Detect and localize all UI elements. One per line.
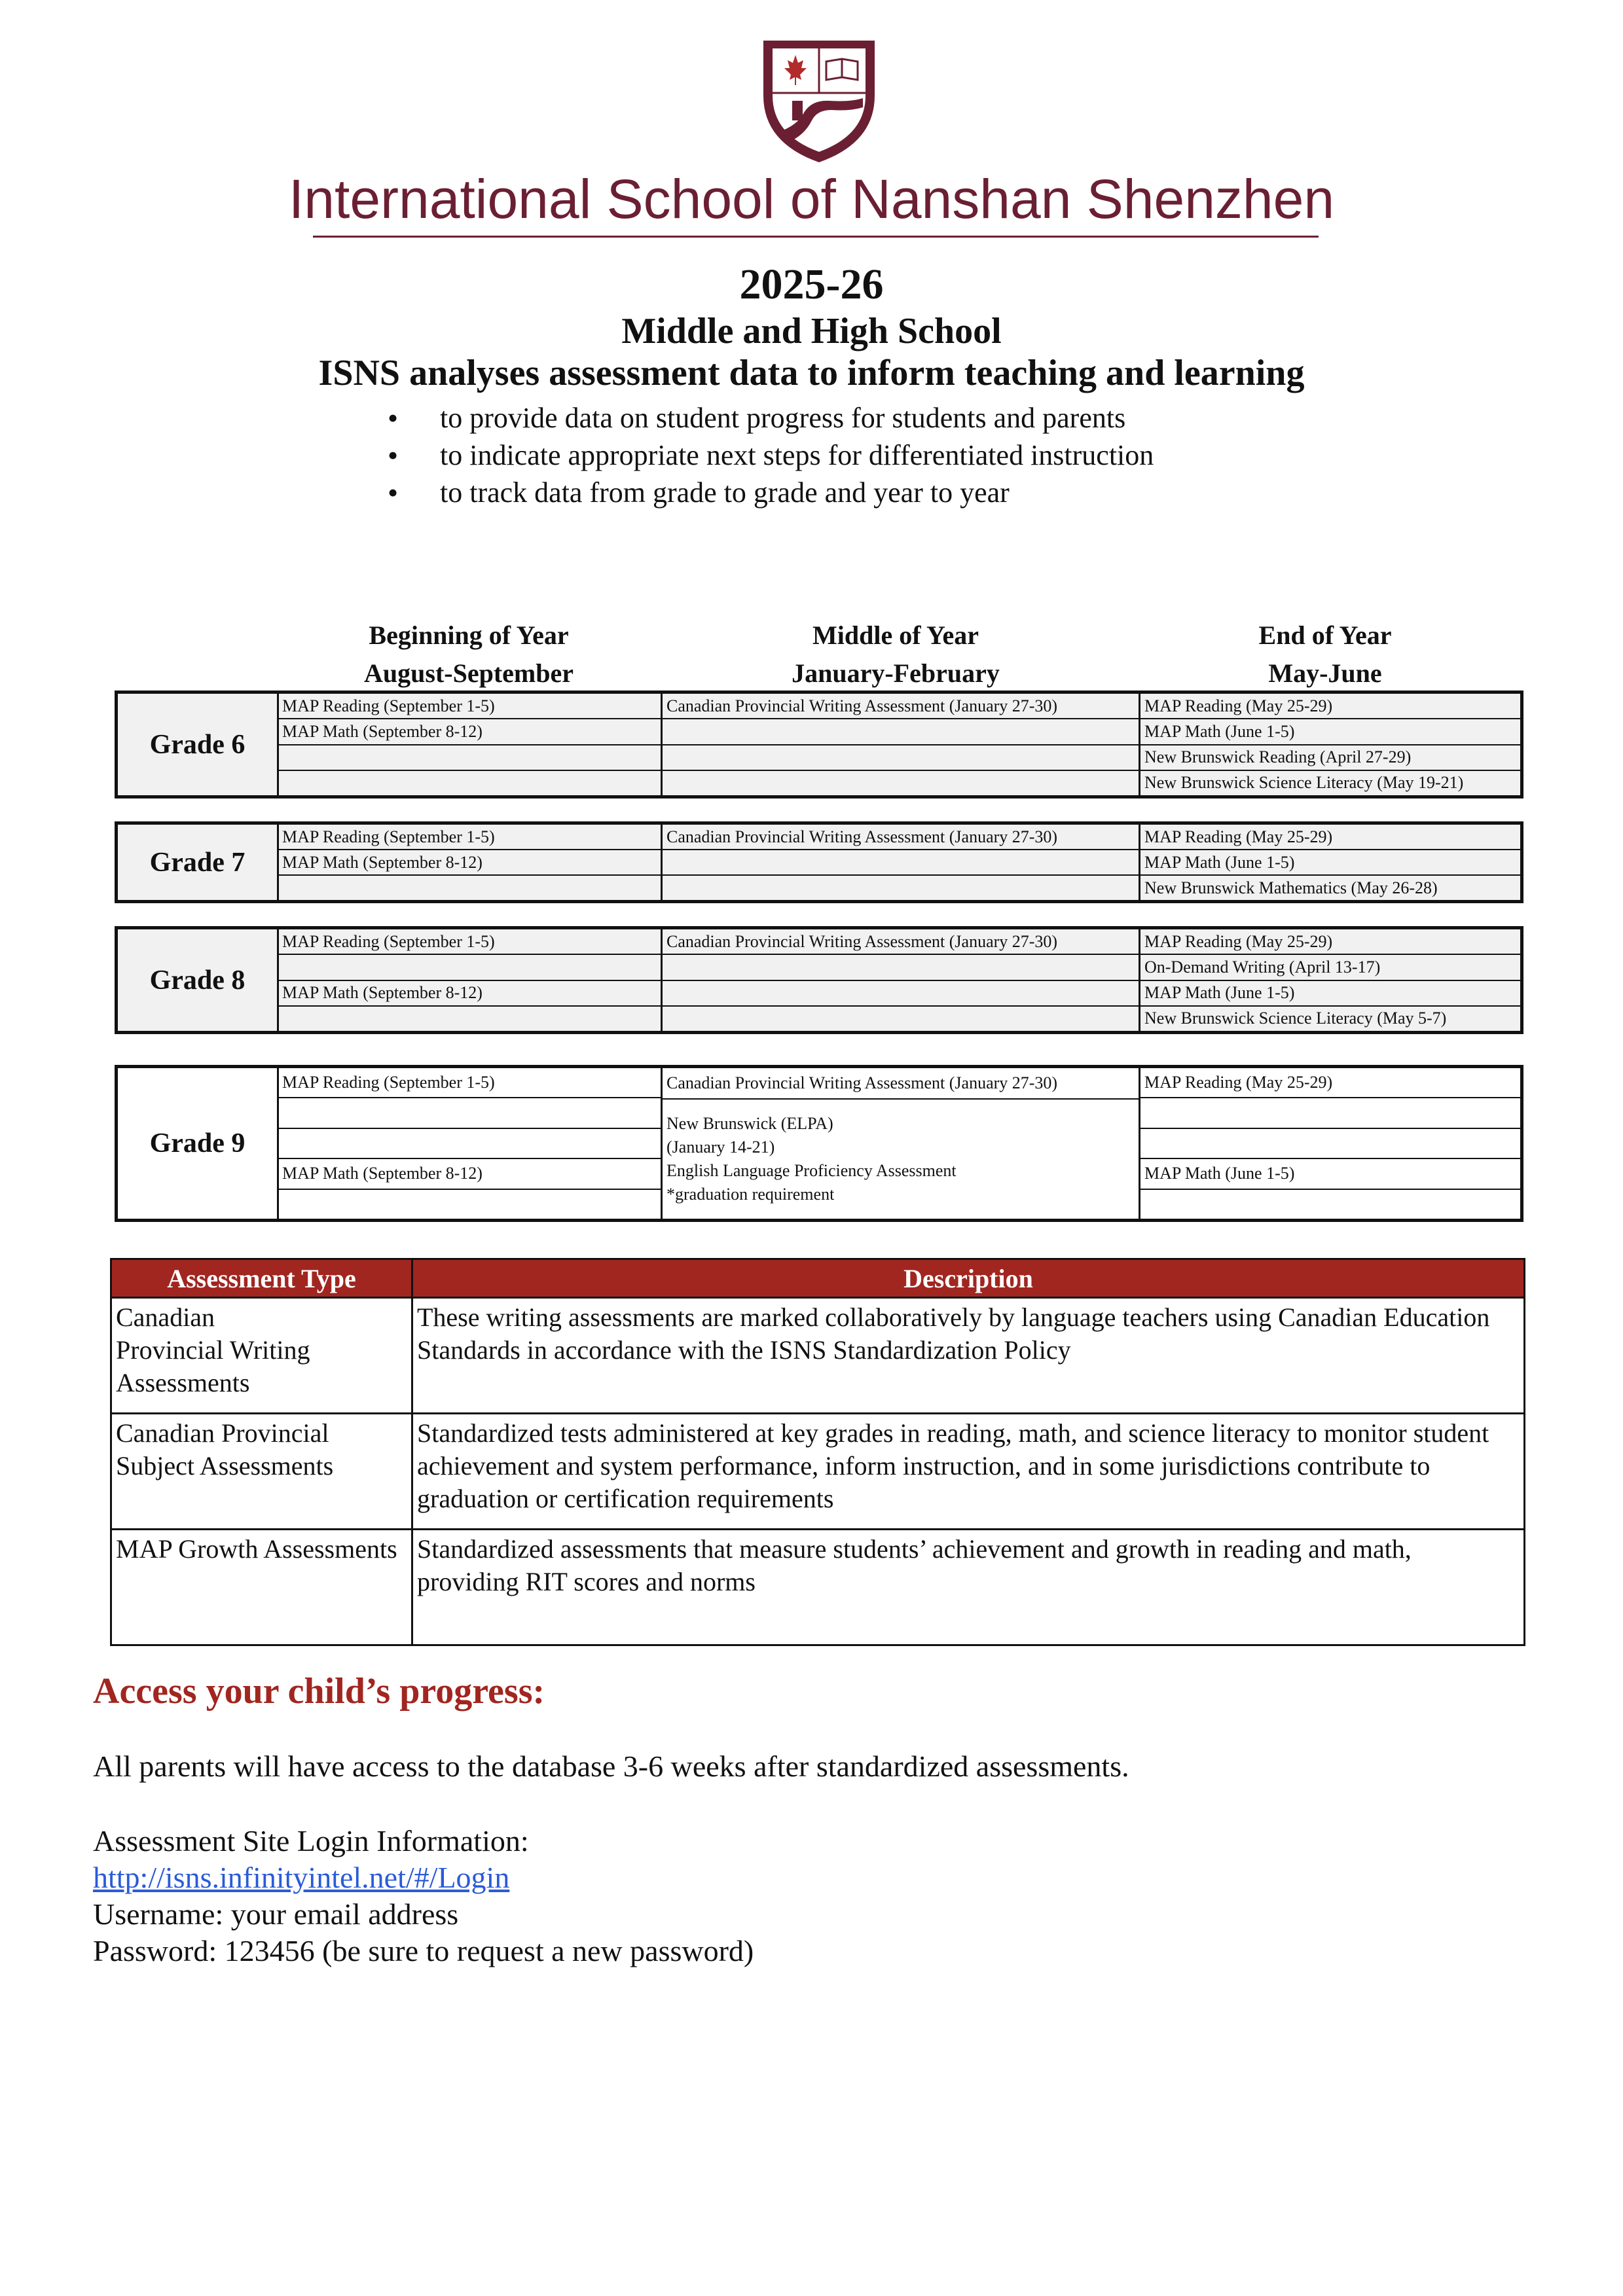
purpose-bullet: • to indicate appropriate next steps for differentiated instruction: [367, 437, 1154, 474]
purpose-bullet-list: [367, 399, 1154, 511]
assessment-cell: MAP Reading (May 25-29): [1140, 929, 1520, 955]
grade-label: Grade 8: [118, 929, 279, 1031]
assessment-cell: On-Demand Writing (April 13-17): [1140, 955, 1520, 980]
access-heading: Access your child’s progress:: [93, 1671, 545, 1712]
assessment-type-header: Assessment Type: [111, 1259, 412, 1298]
assessment-cell: [663, 876, 1139, 900]
beginning-column: [278, 929, 663, 1031]
assessment-cell: New Brunswick Science Literacy (May 5-7): [1144, 1009, 1447, 1028]
assessment-cell: [663, 850, 1139, 876]
password-info: Password: 123456 (be sure to request a new password): [93, 1934, 754, 1967]
grade-label: Grade 7: [118, 825, 279, 900]
school-year: 2025-26: [739, 260, 884, 308]
assessment-cell: [278, 1007, 661, 1031]
assessment-cell: [278, 876, 661, 900]
table-row: [111, 1298, 1525, 1414]
assessment-cell: MAP Reading (September 1-5): [278, 1068, 661, 1098]
description-cell: Standardized assessments that measure students’ achievement and growth in reading and math, providing RIT scores and norms: [412, 1530, 1525, 1645]
end-column: [1140, 825, 1520, 900]
column-header-beginning: [240, 622, 698, 687]
column-period: May-June: [1268, 658, 1382, 688]
column-title: Middle of Year: [812, 620, 979, 650]
school-crest-logo: [758, 27, 880, 165]
purpose-statement: ISNS analyses assessment data to inform teaching and learning: [318, 353, 1305, 393]
assessment-cell: MAP Math (September 8-12): [278, 981, 661, 1007]
assessment-type-cell: Canadian Provincial Subject Assessments: [111, 1414, 412, 1530]
column-header-end: [1096, 622, 1554, 687]
assessment-type-cell: Canadian Provincial Writing Assessments: [111, 1298, 412, 1414]
assessment-cell: [663, 771, 1139, 795]
assessment-cell: Canadian Provincial Writing Assessment (January 27-30): [663, 694, 1139, 719]
grade-6-schedule: [115, 691, 1523, 798]
table-row: [111, 1530, 1525, 1645]
purpose-bullet: • to track data from grade to grade and year to year: [367, 474, 1154, 511]
grade-label: Grade 9: [118, 1068, 279, 1219]
school-name: International School of Nanshan Shenzhen: [288, 168, 1335, 230]
column-title: End of Year: [1258, 620, 1392, 650]
assessment-cell: MAP Math (June 1-5): [1140, 1159, 1520, 1189]
end-column: [1140, 929, 1520, 1031]
table-row: [111, 1414, 1525, 1530]
assessment-cell: [1140, 1190, 1520, 1219]
assessment-cell: [663, 1007, 1139, 1031]
description-cell: Standardized tests administered at key grades in reading, math, and science literacy to monitor student achievement and system performance, inform instruction, and in some jurisdictions contribute to graduation or certification requirements: [412, 1414, 1525, 1530]
assessment-cell: MAP Math (June 1-5): [1140, 981, 1520, 1007]
assessment-cell: MAP Math (September 8-12): [278, 850, 661, 876]
assessment-cell: [278, 1098, 661, 1128]
assessment-cell: [663, 981, 1139, 1007]
username-info: Username: your email address: [93, 1897, 459, 1931]
assessment-cell: [278, 955, 661, 980]
assessment-cell: MAP Reading (May 25-29): [1140, 694, 1520, 719]
assessment-cell: New Brunswick Science Literacy (May 19-21): [1144, 773, 1464, 793]
assessment-cell: New Brunswick Mathematics (May 26-28): [1144, 878, 1438, 897]
assessment-cell: [278, 745, 661, 771]
assessment-cell: MAP Reading (September 1-5): [278, 825, 661, 850]
assessment-cell: MAP Reading (May 25-29): [1140, 1068, 1520, 1098]
column-title: Beginning of Year: [369, 620, 569, 650]
beginning-column: [278, 1068, 663, 1219]
assessment-type-cell: MAP Growth Assessments: [111, 1530, 412, 1645]
assessment-cell: MAP Reading (September 1-5): [278, 929, 661, 955]
assessment-cell: [278, 1190, 661, 1219]
assessment-cell: [663, 955, 1139, 980]
elpa-assessment-cell: [663, 1100, 1139, 1219]
elpa-line: (January 14-21): [666, 1137, 775, 1157]
assessment-description-table: [110, 1258, 1525, 1646]
middle-column: [663, 694, 1140, 795]
assessment-cell: [278, 771, 661, 795]
access-notice: All parents will have access to the database 3-6 weeks after standardized assessments.: [93, 1749, 1129, 1783]
assessment-cell: Canadian Provincial Writing Assessment (January 27-30): [663, 825, 1139, 850]
assessment-cell: MAP Reading (September 1-5): [278, 694, 661, 719]
column-header-middle: [666, 622, 1125, 687]
assessment-cell: MAP Math (June 1-5): [1140, 719, 1520, 745]
purpose-bullet: • to provide data on student progress for students and parents: [367, 399, 1154, 437]
grade-8-schedule: [115, 926, 1523, 1034]
end-column: [1140, 1068, 1520, 1219]
description-header: Description: [412, 1259, 1525, 1298]
assessment-cell: MAP Math (June 1-5): [1140, 850, 1520, 876]
assessment-cell: MAP Reading (May 25-29): [1140, 825, 1520, 850]
assessment-cell: [1140, 1129, 1520, 1159]
assessment-cell: MAP Math (September 8-12): [278, 1159, 661, 1189]
middle-column: [663, 929, 1140, 1031]
grade-label: Grade 6: [118, 694, 279, 795]
middle-column: [663, 825, 1140, 900]
assessment-cell: Canadian Provincial Writing Assessment (January 27-30): [663, 929, 1139, 955]
assessment-cell: [663, 745, 1139, 771]
assessment-cell: [1140, 1098, 1520, 1128]
description-cell: These writing assessments are marked collaboratively by language teachers using Canadian Education Standards in accordance with the ISNS Standardization Policy: [412, 1298, 1525, 1414]
end-column: [1140, 694, 1520, 795]
elpa-line: New Brunswick (ELPA): [666, 1113, 833, 1133]
assessment-cell: MAP Math (September 8-12): [278, 719, 661, 745]
assessment-cell: Canadian Provincial Writing Assessment (January 27-30): [663, 1068, 1139, 1100]
assessment-cell: New Brunswick Reading (April 27-29): [1140, 745, 1520, 771]
column-period: August-September: [364, 658, 574, 688]
elpa-line: *graduation requirement: [666, 1184, 835, 1204]
page-subtitle: Middle and High School: [621, 311, 1002, 351]
assessment-cell: [278, 1129, 661, 1159]
assessment-cell: [663, 719, 1139, 745]
beginning-column: [278, 694, 663, 795]
middle-column: [663, 1068, 1140, 1219]
elpa-line: English Language Proficiency Assessment: [666, 1160, 957, 1180]
login-info-title: Assessment Site Login Information:: [93, 1824, 529, 1857]
login-link[interactable]: http://isns.infinityintel.net/#/Login: [93, 1861, 510, 1894]
beginning-column: [278, 825, 663, 900]
grade-7-schedule: [115, 821, 1523, 903]
column-period: January-February: [792, 658, 1000, 688]
header-divider: [313, 236, 1319, 238]
grade-9-schedule: [115, 1065, 1523, 1222]
